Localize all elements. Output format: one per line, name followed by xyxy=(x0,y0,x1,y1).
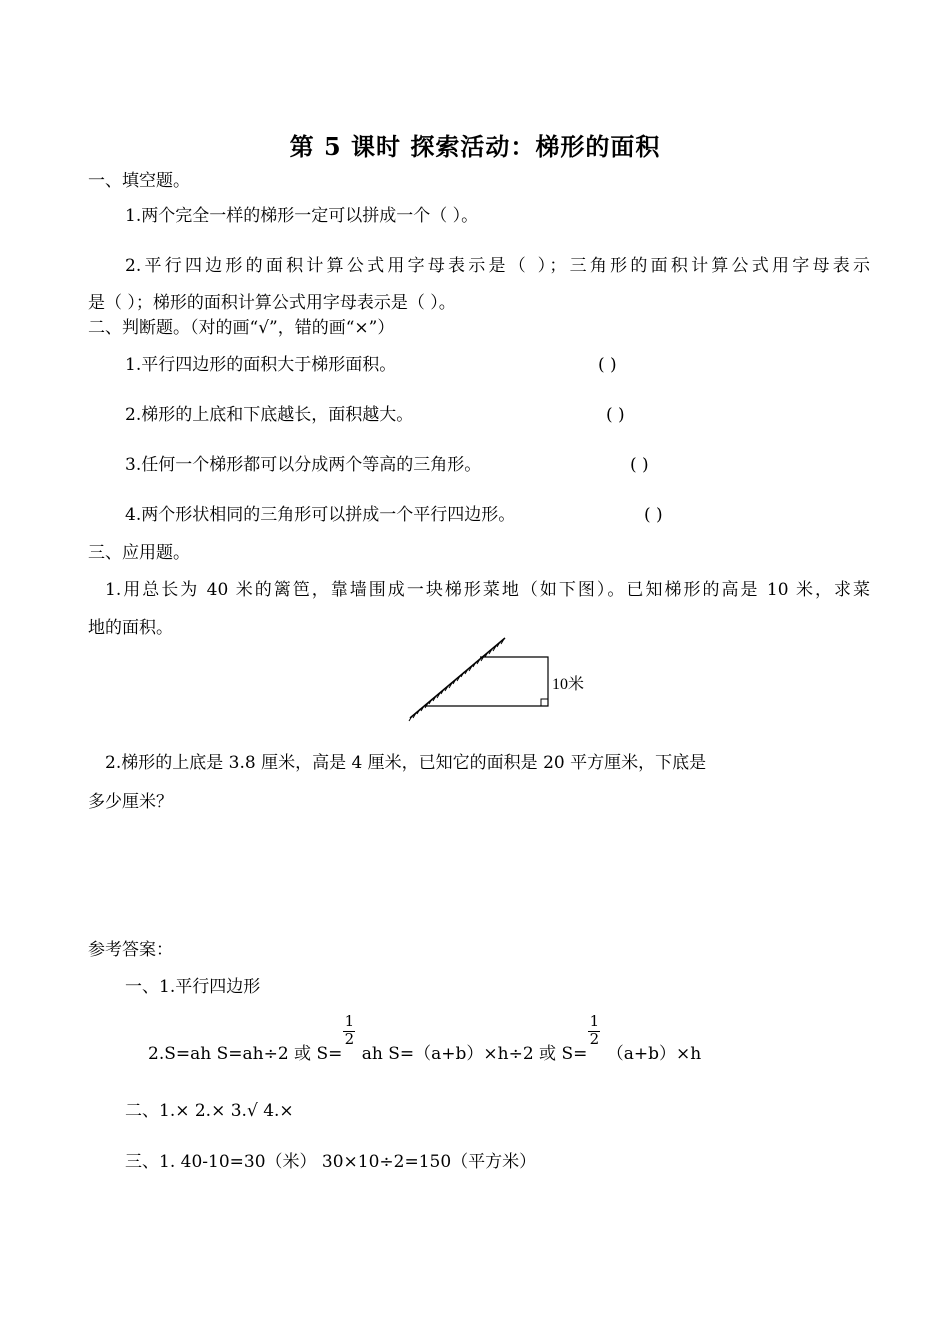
answer-1: 一、1.平行四边形 xyxy=(125,977,261,997)
judge-question-1: 1.平行四边形的面积大于梯形面积。 xyxy=(125,355,397,375)
fence-outline xyxy=(424,657,548,706)
judge-question-3: 3.任何一个梯形都可以分成两个等高的三角形。 xyxy=(125,455,482,475)
fraction-half-1: $\frac{1}{2}$ xyxy=(344,1011,355,1048)
app-question-2-line2: 多少厘米？ xyxy=(88,792,173,812)
app-question-1-line1: 1.用总长为 40 米的篱笆，靠墙围成一块梯形菜地（如下图）。已知梯形的高是 10 米，求菜 xyxy=(105,580,870,600)
section3-heading: 三、应用题。 xyxy=(88,543,190,563)
fraction-half-2: $\frac{1}{2}$ xyxy=(589,1011,600,1048)
judge-bracket-4: ( ) xyxy=(644,505,663,525)
answer-2 xyxy=(148,1011,702,1066)
judge-question-2: 2.梯形的上底和下底越长，面积越大。 xyxy=(125,405,414,425)
section2-heading: 二、判断题。（对的画“√”，错的画“×”） xyxy=(88,318,395,338)
app-question-1-line2: 地的面积。 xyxy=(88,618,173,638)
answer-3: 二、1.× 2.× 3.√ 4.× xyxy=(125,1101,294,1121)
answer-4: 三、1. 40-10=30（米） 30×10÷2=150（平方米） xyxy=(125,1152,537,1172)
judge-bracket-1: ( ) xyxy=(598,355,617,375)
fill-question-2-line1: 2.平行四边形的面积计算公式用字母表示是（ ）；三角形的面积计算公式用字母表示 xyxy=(125,256,870,276)
app-question-2-line1: 2.梯形的上底是 3.8 厘米，高是 4 厘米，已知它的面积是 20 平方厘米，下底是 xyxy=(105,753,707,773)
fill-question-2-line2: 是（ ）；梯形的面积计算公式用字母表示是（ ）。 xyxy=(88,293,456,313)
trapezoid-figure xyxy=(400,630,600,725)
right-angle-mark xyxy=(541,699,548,706)
height-label: 10米 xyxy=(552,676,585,693)
judge-question-4: 4.两个形状相同的三角形可以拼成一个平行四边形。 xyxy=(125,505,516,525)
judge-bracket-3: ( ) xyxy=(630,455,649,475)
answer-2-part1: 2.S=ah S=ah÷2 或 S= xyxy=(148,1044,343,1064)
answer-2-part3: （a+b）×h xyxy=(601,1044,702,1064)
page-title: 第 5 课时 探索活动：梯形的面积 xyxy=(289,132,661,161)
answers-heading: 参考答案： xyxy=(88,940,173,960)
section1-heading: 一、填空题。 xyxy=(88,171,190,191)
answer-2-part2: ah S=（a+b）×h÷2 或 S= xyxy=(356,1044,588,1064)
fill-question-1: 1.两个完全一样的梯形一定可以拼成一个（ ）。 xyxy=(125,206,479,226)
judge-bracket-2: ( ) xyxy=(606,405,625,425)
